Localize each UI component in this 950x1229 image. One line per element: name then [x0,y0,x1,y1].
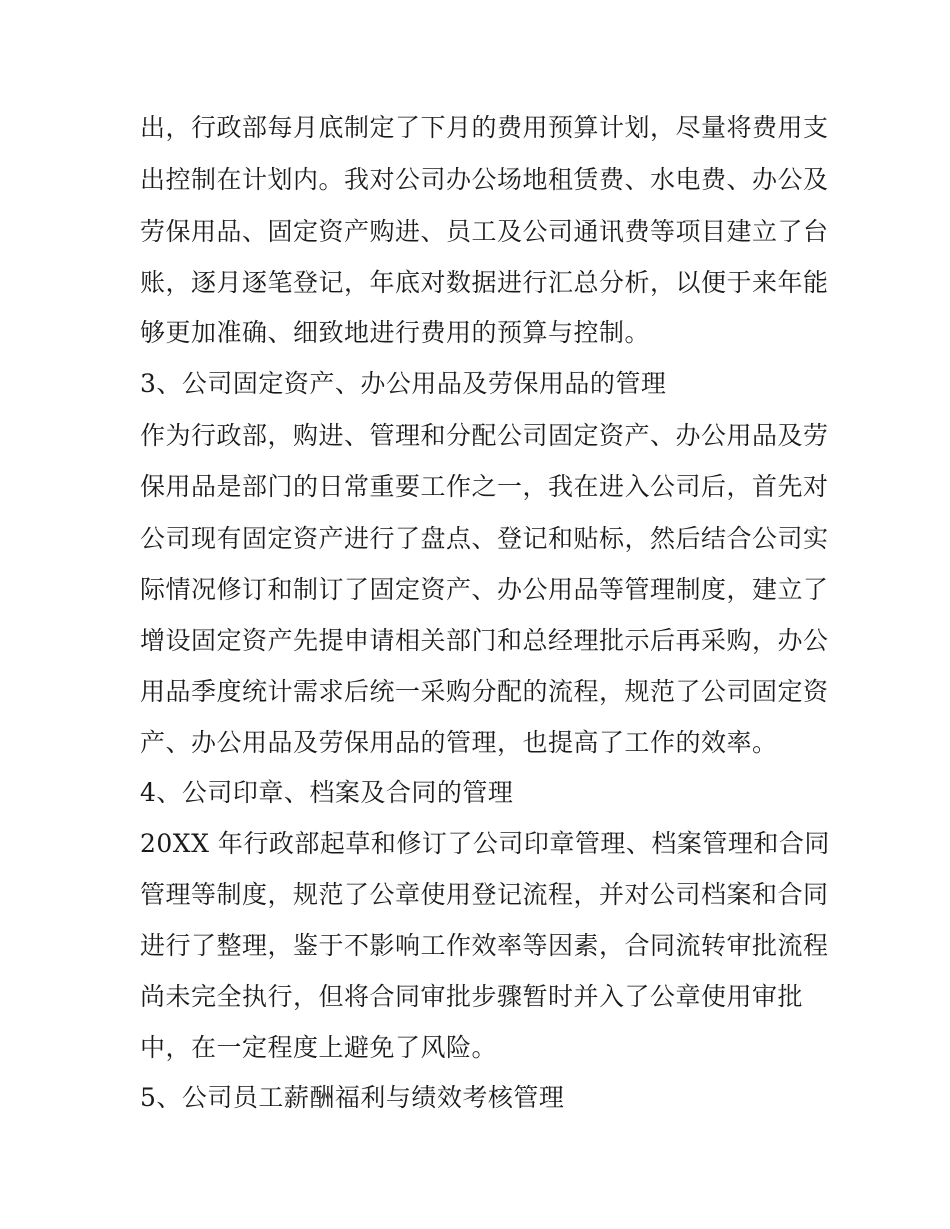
body-text-line: 20XX 年行政部起草和修订了公司印章管理、档案管理和合同 [140,829,830,858]
section-heading: 4、公司印章、档案及合同的管理 [140,778,514,807]
section-heading: 5、公司员工薪酬福利与绩效考核管理 [140,1083,565,1112]
body-text-line: 产、办公用品及劳保用品的管理，也提高了工作的效率。 [140,728,778,757]
body-text-line: 用品季度统计需求后统一采购分配的流程，规范了公司固定资 [140,677,829,706]
body-text-line: 够更加准确、细致地进行费用的预算与控制。 [140,318,651,347]
section-heading: 3、公司固定资产、办公用品及劳保用品的管理 [140,369,667,398]
body-text-line: 作为行政部，购进、管理和分配公司固定资产、办公用品及劳 [140,421,829,450]
body-text-line: 际情况修订和制订了固定资产、办公用品等管理制度，建立了 [140,575,829,604]
body-text-line: 中，在一定程度上避免了风险。 [140,1033,498,1062]
body-text-line: 公司现有固定资产进行了盘点、登记和贴标，然后结合公司实 [140,524,829,553]
body-text-line: 进行了整理，鉴于不影响工作效率等因素，合同流转审批流程 [140,931,829,960]
body-text-line: 出控制在计划内。我对公司办公场地租赁费、水电费、办公及 [140,165,829,194]
body-text-line: 增设固定资产先提申请相关部门和总经理批示后再采购，办公 [140,626,829,655]
body-text-line: 账，逐月逐笔登记，年底对数据进行汇总分析，以便于来年能 [140,268,829,297]
body-text-line: 劳保用品、固定资产购进、员工及公司通讯费等项目建立了台 [140,217,829,246]
body-text-line: 尚未完全执行，但将合同审批步骤暂时并入了公章使用审批 [140,982,804,1011]
body-text-line: 管理等制度，规范了公章使用登记流程，并对公司档案和合同 [140,880,829,909]
body-text-line: 出，行政部每月底制定了下月的费用预算计划，尽量将费用支 [140,113,829,142]
body-text-line: 保用品是部门的日常重要工作之一，我在进入公司后，首先对 [140,472,829,501]
